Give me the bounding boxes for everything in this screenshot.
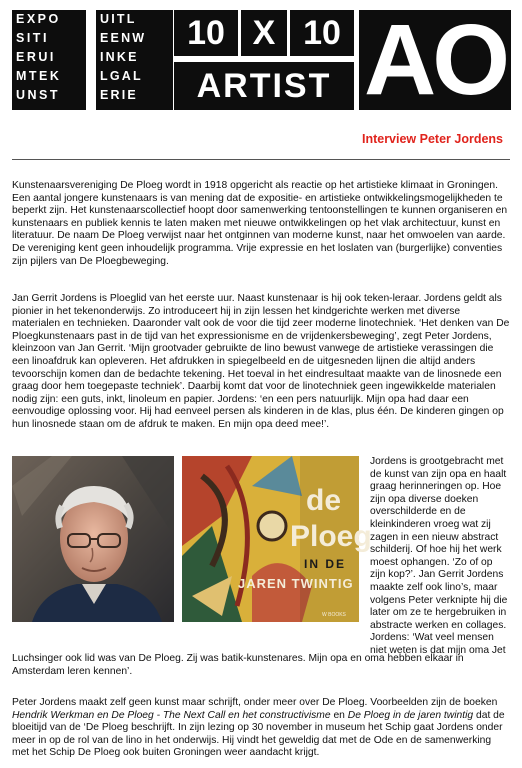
paragraph-jan-gerrit: Jan Gerrit Jordens is Ploeglid van het eerste uur. Naast kunstenaar is hij ook teken-leraar. Jordens geldt als pionier in het tekenonderwijs. Zo introduceert hij in zijn lessen het kindgerichte werken met diverse materialen en technieken. Daaronder valt ook de voor die tijd zeer moderne linotechniek. ‘Het denken van De Ploegkunstenaars past in de tijd van het expressionisme en de vrijdenkersbeweging’, zegt Peter Jordens, kleinzoon van Jan Gerrit. ‘Mijn grootvader gebruikte de lino bewust vanwege de artistieke verassingen die een linoafdruk kan opleveren. Het afdrukken in spiegelbeeld en de uitgesneden lijnen die altijd anders tevoorschijn komen dan de bedachte tekening. Het toeval in het eindresultaat maakte van de linosnede een graag door hem toegepaste techniek’. Daarbij komt dat voor de linotechniek geen ingewikkelde materialen nodig zijn: een guts, inkt, linoleum en papier. Jordens: ‘en een pers natuurlijk. Mijn opa had daar een eenvoudige oplossing voor. Hij had eenveel persen als kinderen in de klas, plus één. De kinderen gingen op hun linosnede staan om de afdruk te maken. En mijn opa deed mee!’. [12, 293, 510, 430]
logo-ten-left: 10 [174, 10, 238, 56]
logo-line: LGAL [100, 69, 143, 83]
book-cover [182, 456, 372, 622]
book-title-jaren-twintig: De Ploeg in de jaren twintig [347, 709, 474, 721]
logo-row [12, 4, 510, 116]
logo-line: UITL [100, 12, 137, 26]
text-part: dat de bloeitijd van de ‘De Ploeg beschrijft. In zijn lezing op 30 november in museum het Schip gaat Jordens onder meer in op de rol van de lino in het onderwijs. Hij vindt het geweldig dat met de Ode en de samenwerking met het Schip De Ploeg ook buiten Groningen weer aandacht krijgt. [12, 709, 505, 759]
logo-line: ERUI [16, 50, 56, 64]
divider [12, 159, 510, 160]
logo-line: MTEK [16, 69, 62, 83]
cover-jaren-twintig: JAREN TWINTIG [238, 576, 354, 591]
logo-line: EXPO [16, 12, 61, 26]
ao-logo [359, 4, 511, 116]
logo-ao-text: AO [364, 4, 506, 116]
cover-in-de: IN DE [304, 557, 347, 571]
logo-line: ERIE [100, 88, 138, 102]
cover-ploeg: Ploeg [290, 520, 372, 553]
logo-line: UNST [16, 88, 61, 102]
logo-line: SITI [16, 31, 49, 45]
interview-title: Interview Peter Jordens [361, 132, 503, 146]
book-title-werkman: Hendrik Werkman en De Ploeg - The Next Call en het constructivisme [12, 709, 331, 721]
paragraph-peter-writes [12, 697, 510, 760]
logo-ten-right: 10 [290, 10, 354, 56]
10x10-artist-logo [174, 10, 354, 110]
logo-line: EENW [100, 31, 147, 45]
cover-publisher: W BOOKS [322, 612, 346, 618]
expositie-ruimte-kunst-logo [12, 10, 86, 110]
paragraph-intro: Kunstenaarsvereniging De Ploeg wordt in 1918 opgericht als reactie op het artistieke klimaat in Groningen. Een aantal jongere kunstenaars is van mening dat de expositie- en artistieke ontwikkelingsmogelijkheden te beperkt zijn. Het kunstenaarscollectief hoopt door samenwerking tentoonstellingen te kunnen organiseren en kunstenaars en publiek kennis te laten maken met nieuwe ontwikkelingen op het vlak architectuur, kunst en literatuur. De naam De Ploeg verwijst naar het ontginnen van moderne kunst, naar het omwoelen van aarde. De vereniging kent geen inhoudelijk programma. Vrije expressie en het loslaten van (burgerlijke) conventies zijn pijlers van De Ploegbeweging. [12, 180, 508, 267]
paragraph-memories-continued: Luchsinger ook lid was van De Ploeg. Zij was batik-kunstenares. Mijn opa en oma hebben elkaar in Amsterdam leren kennen’. [12, 653, 464, 677]
logo-artist: ARTIST [174, 62, 354, 110]
logo-line: INKE [100, 50, 139, 64]
paragraph-memories: Jordens is grootgebracht met de kunst van zijn opa en haalt graag herinneringen op. Hoe zijn opa diverse doeken overschilderde en de kleinkinderen vroeg wat zij zagen in een nieuw abstract schilderij. Of hoe hij het werk moest ophangen. ‘Zo of op zijn kop?’. Jan Gerrit Jordens maakte zelf ook lino’s, maar volgens Peter verknipte hij die later om ze te hergebruiken in abstracte werken en collages. Jordens: ‘Wat veel mensen niet weten is dat mijn oma Jet [370, 456, 508, 656]
cover-de: de [306, 484, 342, 517]
logo-x: X [241, 10, 287, 56]
portrait-photo [12, 456, 174, 622]
text-part: Peter Jordens maakt zelf geen kunst maar schrijft, onder meer over De Ploeg. Voorbeelden zijn de boeken [12, 697, 498, 708]
uitleen-winkel-galerie-logo [96, 10, 173, 110]
text-part: en [330, 709, 348, 721]
